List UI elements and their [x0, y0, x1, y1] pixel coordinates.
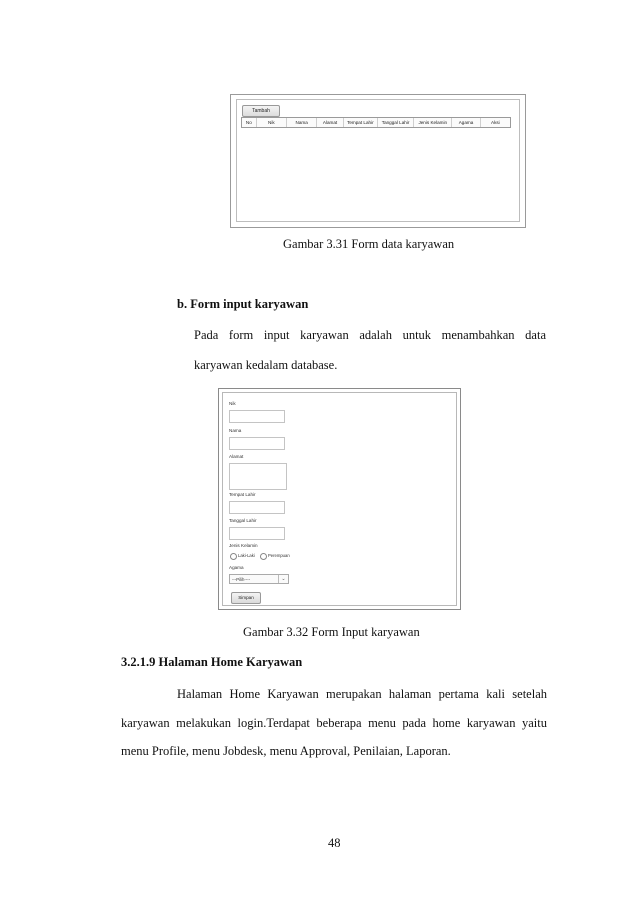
nik-input[interactable] [229, 410, 285, 423]
radio-perempuan[interactable] [260, 553, 267, 560]
agama-label: Agama [229, 565, 244, 570]
radio-laki-laki[interactable] [230, 553, 237, 560]
nama-input[interactable] [229, 437, 285, 450]
section-heading: 3.2.1.9 Halaman Home Karyawan [121, 655, 303, 669]
alamat-label: Alamat [229, 454, 244, 459]
column-header-aksi: Aksi [491, 120, 500, 125]
section-heading: b. Form input karyawan [177, 297, 309, 311]
tempat-lahir-label: Tempat Lahir [229, 492, 256, 497]
tempat-lahir-input[interactable] [229, 501, 285, 514]
column-header-no: No [242, 118, 257, 127]
paragraph-line: Pada form input karyawan adalah untuk menambahkan data [194, 328, 546, 342]
column-header-tanggal-lahir: Tanggal Lahir [378, 118, 414, 127]
simpan-button[interactable]: Simpan [231, 592, 261, 604]
column-header-alamat: Alamat [317, 118, 343, 127]
chevron-down-icon: ⌄ [278, 575, 288, 583]
tambah-button[interactable]: Tambah [242, 105, 280, 117]
column-header-agama: Agama [452, 118, 480, 127]
figure-caption: Gambar 3.32 Form Input karyawan [243, 625, 420, 639]
nama-label: Nama [229, 428, 242, 433]
form-panel [222, 392, 457, 606]
page-number: 48 [328, 836, 341, 850]
table-header [241, 117, 511, 128]
paragraph-line: karyawan melakukan login.Terdapat beberapa menu pada home karyawan yaitu [121, 716, 547, 730]
data-table-panel [236, 99, 520, 222]
paragraph-line: karyawan kedalam database. [194, 358, 338, 372]
column-header-nama: Nama [287, 118, 317, 127]
tanggal-lahir-input[interactable] [229, 527, 285, 540]
figure-data-karyawan [230, 94, 526, 228]
paragraph-line: menu Profile, menu Jobdesk, menu Approval, Penilaian, Laporan. [121, 744, 451, 758]
jenis-kelamin-label: Jenis Kelamin [229, 543, 258, 548]
column-header-jenis-kelamin: Jenis Kelamin [414, 118, 452, 127]
alamat-textarea[interactable] [229, 463, 287, 490]
column-header-tempat-lahir: Tempat Lahir [344, 118, 378, 127]
figure-caption: Gambar 3.31 Form data karyawan [283, 237, 455, 251]
nik-label: Nik [229, 401, 236, 406]
radio-perempuan-label: Perempuan [268, 553, 290, 558]
figure-form-input-karyawan [218, 388, 461, 610]
tanggal-lahir-label: Tanggal Lahir [229, 518, 257, 523]
paragraph-line: Halaman Home Karyawan merupakan halaman pertama kali setelah [177, 687, 547, 701]
agama-select-value: ---Pilih---- [232, 577, 251, 582]
column-header-nik: Nik [257, 118, 287, 127]
radio-laki-laki-label: Laki-Laki [238, 553, 255, 558]
agama-select[interactable] [229, 574, 289, 584]
